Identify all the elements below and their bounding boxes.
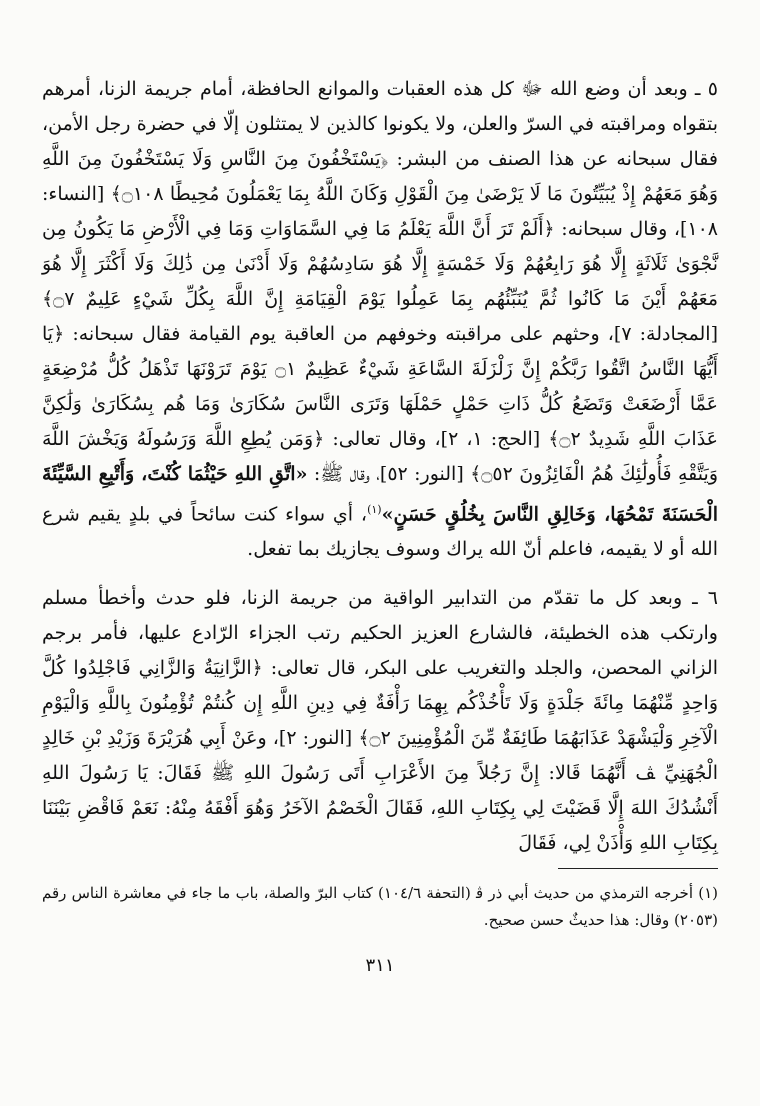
paragraph-5-intro: ٥ ـ وبعد أن وضع الله ﷻ كل هذه العقبات والموانع الحافظة، أمام جريمة الزنا، أمرهم بتقواه ومراقبته في السرّ والعلن، ولا يكونوا كالذين لا يمتثلون إلّا في حضرة رجل الأمن، فقال سبحانه عن هذا الصنف من البشر: <box>42 78 718 170</box>
footnote-marker[interactable]: (١) <box>367 503 382 516</box>
paragraph-6 <box>42 581 718 861</box>
page-number: ٣١١ <box>365 955 395 976</box>
quran-verse-nisa-108: ﴿يَسْتَخْفُونَ مِنَ النَّاسِ وَلَا يَسْتَخْفُونَ مِنَ اللَّهِ وَهُوَ مَعَهُمْ إِذْ يُبَيِّتُونَ مَا لَا يَرْضَىٰ مِنَ الْقَوْلِ وَكَانَ اللَّهُ بِمَا يَعْمَلُونَ مُحِيطًا ۝١٠٨﴾ <box>42 148 719 205</box>
paragraph-6-intro: ٦ ـ وبعد كل ما تقدّم من التدابير الواقية من جريمة الزنا، فلو حدث وأخطأ مسلم وارتكب هذه الخطيئة، فالشارع العزيز الحكيم رتب الجزاء الرّادع عليها، فأمر برجم الزاني المحصن، والجلد والتغريب على البكر، قال تعالى: <box>42 587 718 680</box>
quran-verse-hajj-1-2: ﴿يَا أَيُّهَا النَّاسُ اتَّقُوا رَبَّكُمْ إِنَّ زَلْزَلَةَ السَّاعَةِ شَيْءٌ عَظِيمٌ ۝١ يَوْمَ تَرَوْنَهَا تَذْهَلُ كُلُّ مُرْضِعَةٍ عَمَّا أَرْضَعَتْ وَتَضَعُ كُلُّ ذَاتِ حَمْلٍ حَمْلَهَا وَتَرَى النَّاسَ سُكَارَىٰ وَمَا هُم بِسُكَارَىٰ وَلَٰكِنَّ عَذَابَ اللَّهِ شَدِيدٌ ۝٢﴾ <box>42 323 719 450</box>
verse-reference: [الحج: ١، ٢]، وقال تعالى: <box>332 428 541 450</box>
verse-reference: [النساء: ١٠٨]، وقال سبحانه: <box>42 183 719 240</box>
verse-reference: [النور: ٢]، وعَنْ <box>231 727 353 750</box>
quran-verse-nur-2: ﴿الزَّانِيَةُ وَالزَّانِي فَاجْلِدُوا كُلَّ وَاحِدٍ مِّنْهُمَا مِائَةَ جَلْدَةٍ وَلَا تَأْخُذْكُم بِهِمَا رَأْفَةٌ فِي دِينِ اللَّهِ إِن كُنتُمْ تُؤْمِنُونَ بِاللَّهِ وَالْيَوْمِ الْآخِرِ وَلْيَشْهَدْ عَذَابَهُمَا طَائِفَةٌ مِّنَ الْمُؤْمِنِينَ ۝٢﴾ <box>42 657 719 750</box>
hadith-quote: «اتَّقِ اللهِ حَيْثُمَا كُنْتَ، وَأَتْبِعِ السَّيِّئَةَ الْحَسَنَةَ تَمْحُهَا، وَخَالِقِ النَّاسَ بِخُلُقٍ حَسَنٍ» <box>42 463 719 526</box>
footnote-1: (١) أخرجه الترمذي من حديث أبي ذر ﭬ (التحفة ١٠٤/٦) كتاب البرّ والصلة، باب ما جاء في معاشرة الناس رقم (٢٠٥٣) وقال: هذا حديثٌ حسن صحيح. <box>42 884 718 929</box>
paragraph-5 <box>42 72 718 567</box>
paragraph-5-outro: ، أي سواء كنت سائحاً في بلدٍ يقيم شرع الله أو لا يقيمه، فاعلم أنّ الله يراك وسوف يجازيك بما تفعل. <box>42 503 718 561</box>
verse-reference: [المجادلة: ٧]، وحثهم على مراقبته وخوفهم من العاقبة يوم القيامة فقال سبحانه: <box>72 323 718 345</box>
verse-reference: [النور: ٥٢]، وقال ﷺ: <box>313 463 464 485</box>
quran-verse-nur-52: ﴿وَمَن يُطِعِ اللَّهَ وَرَسُولَهُ وَيَخْشَ اللَّهَ وَيَتَّقْهِ فَأُولَٰئِكَ هُمُ الْفَائِزُونَ ۝٥٢﴾ <box>42 428 718 485</box>
hadith-narration: أَبِي هُرَيْرَةَ وَزَيْدِ بْنِ خَالِدٍ الْجُهَنِيِّ ﭫ أَنَّهُمَا قَالا: إِنَّ رَجُلاً مِنَ الأَعْرَابِ أَتَى رَسُولَ اللهِ ﷺ فَقَالَ: يَا رَسُولَ اللهِ أَنْشُدُكَ اللهَ إِلَّا قَضَيْتَ لِي بِكِتَابِ اللهِ، فَقَالَ الْخَصْمُ الآخَرُ وَهُوَ أَفْقَهُ مِنْهُ: نَعَمْ فَاقْضِ بَيْنَنَا بِكِتَابِ اللهِ وَأْذَنْ لِي، فَقَالَ <box>42 727 718 855</box>
footnote-divider <box>558 868 718 869</box>
quran-verse-mujadila-7: ﴿أَلَمْ تَرَ أَنَّ اللَّهَ يَعْلَمُ مَا فِي السَّمَاوَاتِ وَمَا فِي الْأَرْضِ مَا يَكُونُ مِن نَّجْوَىٰ ثَلَاثَةٍ إِلَّا هُوَ رَابِعُهُمْ وَلَا خَمْسَةٍ إِلَّا هُوَ سَادِسُهُمْ وَلَا أَدْنَىٰ مِن ذَٰلِكَ وَلَا أَكْثَرَ إِلَّا هُوَ مَعَهُمْ أَيْنَ مَا كَانُوا ثُمَّ يُنَبِّئُهُم بِمَا عَمِلُوا يَوْمَ الْقِيَامَةِ إِنَّ اللَّهَ بِكُلِّ شَيْءٍ عَلِيمٌ ۝٧﴾ <box>42 218 718 310</box>
